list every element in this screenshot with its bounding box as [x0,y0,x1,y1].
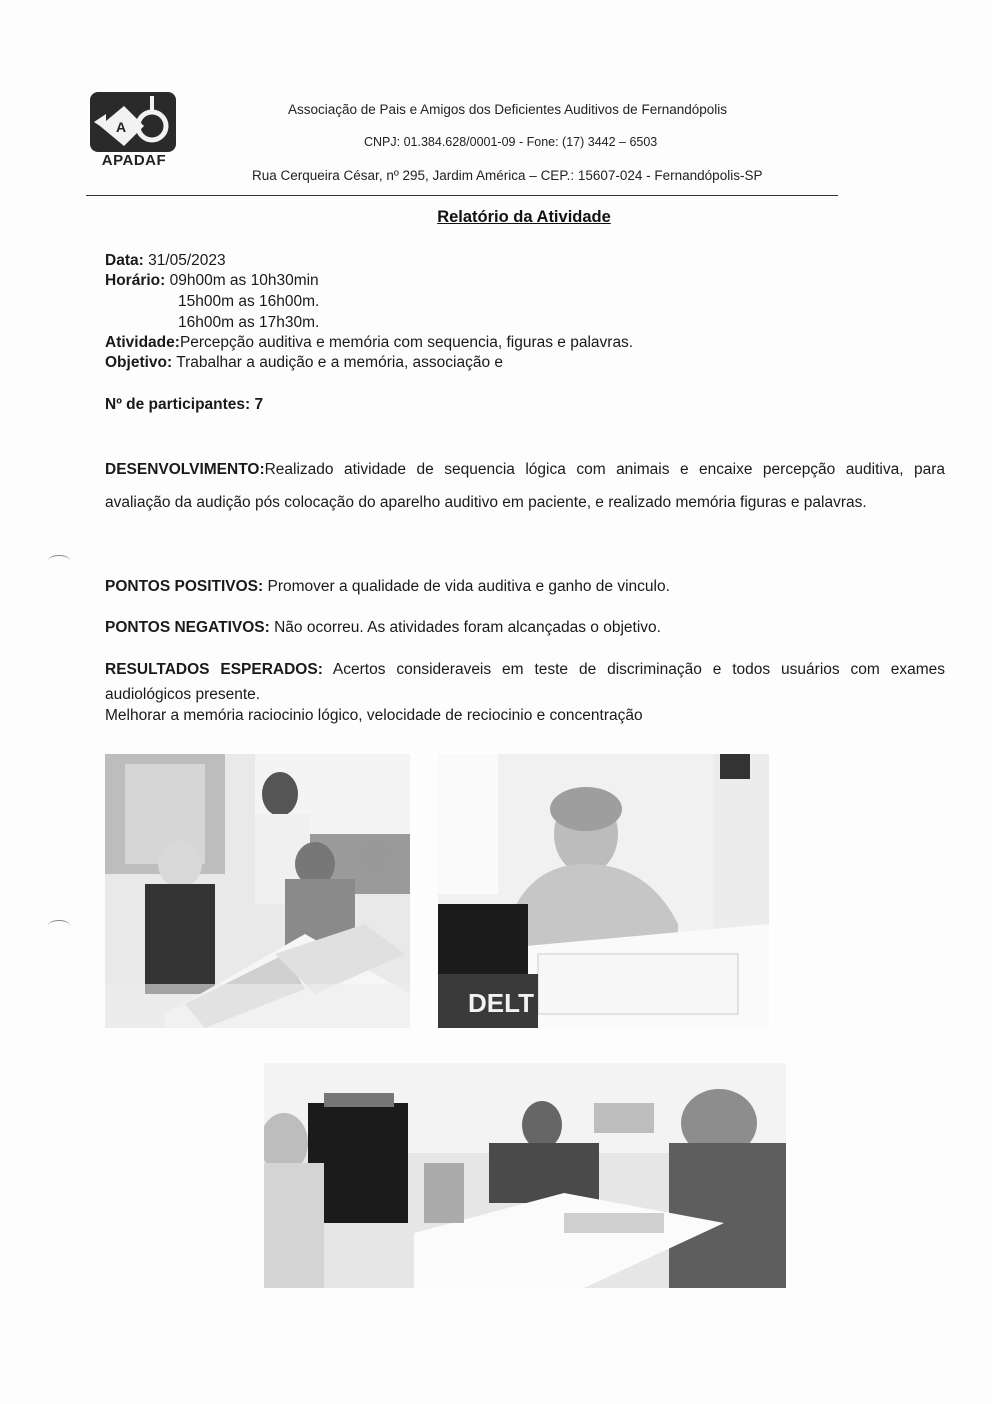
address-line: Rua Cerqueira César, nº 295, Jardim América – CEP.: 15607-024 - Fernandópolis-SP [252,168,763,183]
resultados-text-2: Melhorar a memória raciocinio lógico, velocidade de reciocinio e concentração [105,707,643,724]
horario-value-1: 09h00m as 10h30min [165,272,319,289]
participantes-count: Nº de participantes: 7 [105,396,264,413]
resultados-label: RESULTADOS ESPERADOS: [105,661,323,678]
atividade-line [105,332,633,353]
horario-value-3: 16h00m as 17h30m. [178,314,320,331]
resultados-text: Acertos consideraveis em teste de discriminação e todos usuários com exames audiológicos presente. [105,661,945,703]
pontos-positivos-text: Promover a qualidade de vida auditiva e ganho de vinculo. [263,578,670,595]
objetivo-label: Objetivo: [105,354,173,371]
cnpj-phone: CNPJ: 01.384.628/0001-09 - Fone: (17) 3442 – 6503 [364,135,658,149]
activity-photo-1 [105,754,410,1028]
data-line [105,250,226,271]
margin-mark [48,920,70,931]
atividade-value: Percepção auditiva e memória com sequencia, figuras e palavras. [179,334,634,351]
pontos-negativos-text: Não ocorreu. As atividades foram alcançadas o objetivo. [269,619,661,636]
svg-text:A: A [116,119,127,135]
objetivo-value: Trabalhar a audição e a memória, associação e [172,354,504,371]
desenvolvimento-text: Realizado atividade de sequencia lógica com animais e encaixe percepção auditiva, para avaliação da audição pós colocação do aparelho auditivo em paciente, e realizado memória figuras e palavras. [105,461,945,511]
association-name: Associação de Pais e Amigos dos Deficientes Auditivos de Fernandópolis [288,102,728,117]
margin-mark [48,555,70,566]
data-value: 31/05/2023 [143,252,226,269]
objetivo-line [105,352,503,373]
desenvolvimento-label: DESENVOLVIMENTO: [105,461,265,478]
logo-emblem [90,92,176,152]
apadaf-logo [88,92,180,172]
horario-label: Horário: [105,272,166,289]
horario-line [105,270,319,291]
pontos-positivos-label: PONTOS POSITIVOS: [105,578,264,595]
pontos-negativos-label: PONTOS NEGATIVOS: [105,619,270,636]
horario-value-2: 15h00m as 16h00m. [178,293,320,310]
logo-text: APADAF [101,152,167,169]
photo-box-label: DELT [468,988,534,1018]
desenvolvimento-paragraph [105,453,945,519]
activity-photo-2 [438,754,769,1028]
data-label: Data: [105,252,144,269]
pontos-negativos [105,617,945,639]
activity-photo-3 [264,1063,786,1288]
report-title: Relatório da Atividade [437,208,611,226]
resultados-esperados [105,657,945,707]
atividade-label: Atividade: [105,334,180,351]
pontos-positivos [105,576,945,598]
header-divider [86,195,838,196]
